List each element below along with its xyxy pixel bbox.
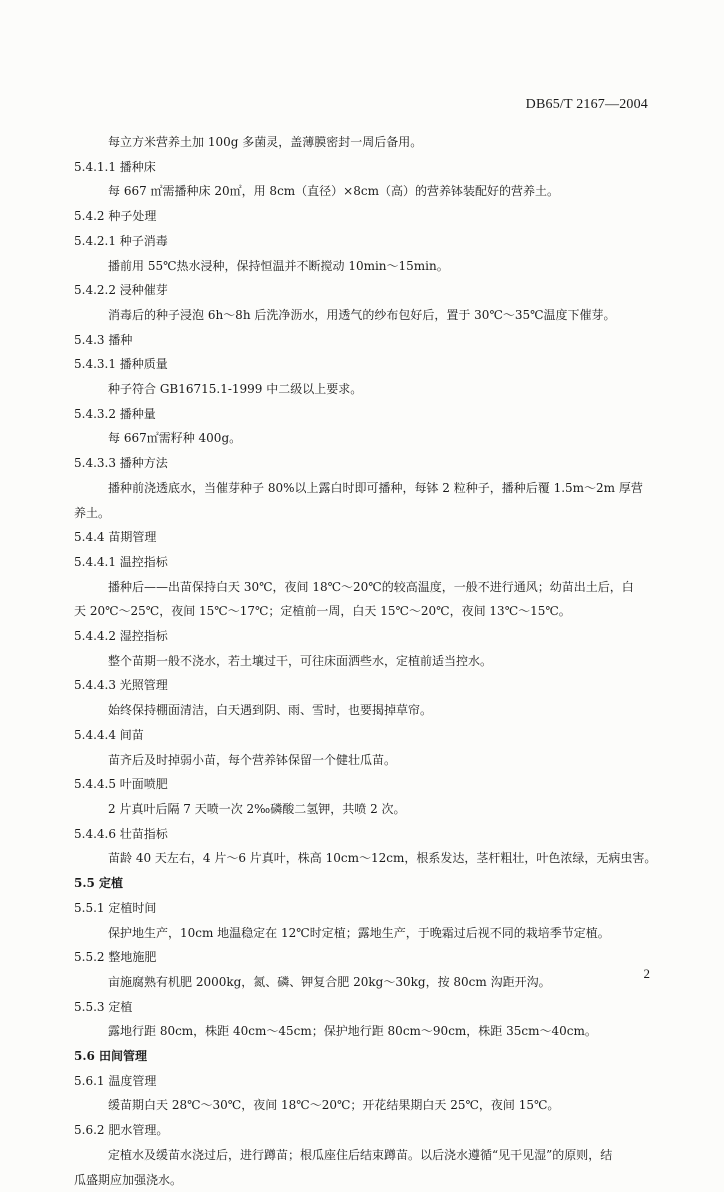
clause-heading: 5.4.2.2 浸种催芽 (74, 283, 168, 298)
paragraph-text: 定植水及缓苗水浇过后，进行蹲苗；根瓜座住后结束蹲苗。以后浇水遵循“见干见湿”的原则，结 (108, 1147, 613, 1162)
paragraph-text: 播前用 55℃热水浸种，保持恒温并不断搅动 10min～15min。 (108, 258, 449, 273)
paragraph-text: 始终保持棚面清洁，白天遇到阴、雨、雪时，也要揭掉草帘。 (108, 703, 433, 718)
clause-heading: 5.5.1 定植时间 (74, 900, 157, 915)
document-body (74, 130, 658, 1192)
clause-heading: 5.4.3.1 播种质量 (74, 357, 168, 372)
paragraph-text: 每 667 ㎡需播种床 20㎡，用 8cm（直径）×8cm（高）的营养钵装配好的营养土。 (108, 184, 559, 199)
clause-heading: 5.4.4.1 温控指标 (74, 554, 168, 569)
clause-heading: 5.4.2 种子处理 (74, 209, 157, 224)
paragraph-text: 2 片真叶后隔 7 天喷一次 2‰磷酸二氢钾，共喷 2 次。 (108, 801, 406, 816)
paragraph-text: 苗齐后及时掉弱小苗，每个营养钵保留一个健壮瓜苗。 (108, 752, 397, 767)
paragraph-text: 亩施腐熟有机肥 2000kg，氮、磷、钾复合肥 20kg～30kg，按 80cm 沟距开沟。 (108, 974, 551, 989)
clause-heading: 5.4.3 播种 (74, 332, 133, 347)
paragraph-text: 种子符合 GB16715.1-1999 中二级以上要求。 (108, 382, 363, 397)
clause-heading: 5.4.4.5 叶面喷肥 (74, 777, 168, 792)
clause-heading: 5.6.2 肥水管理。 (74, 1123, 169, 1138)
paragraph-text: 消毒后的种子浸泡 6h～8h 后洗净沥水，用透气的纱布包好后，置于 30℃～35℃温度下催芽。 (108, 307, 616, 322)
clause-heading: 5.4.4 苗期管理 (74, 530, 157, 545)
clause-heading: 5.4.3.2 播种量 (74, 406, 156, 421)
clause-heading: 5.4.3.3 播种方法 (74, 456, 168, 471)
clause-heading: 5.6.1 温度管理 (74, 1073, 157, 1088)
standard-code: DB65/T 2167—2004 (525, 97, 648, 112)
paragraph-continuation: 瓜盛期应加强浇水。 (74, 1172, 183, 1187)
paragraph-text: 苗龄 40 天左右，4 片～6 片真叶，株高 10cm～12cm，根系发达，茎杆粗壮，叶色浓绿，无病虫害。 (108, 851, 657, 866)
page-number: 2 (643, 966, 650, 981)
clause-heading: 5.5.2 整地施肥 (74, 950, 157, 965)
section-heading: 5.5 定植 (74, 876, 124, 891)
paragraph-text: 播种后——出苗保持白天 30℃，夜间 18℃～20℃的较高温度，一般不进行通风；幼苗出土后，白 (108, 579, 634, 594)
paragraph-text: 缓苗期白天 28℃～30℃，夜间 18℃～20℃；开花结果期白天 25℃，夜间 15℃。 (108, 1098, 560, 1113)
section-heading: 5.6 田间管理 (74, 1049, 148, 1064)
clause-heading: 5.4.4.4 间苗 (74, 727, 144, 742)
clause-heading: 5.4.4.6 壮苗指标 (74, 826, 168, 841)
paragraph-continuation: 养土。 (74, 505, 111, 520)
paragraph-text: 每立方米营养土加 100g 多菌灵，盖薄膜密封一周后备用。 (108, 135, 423, 149)
clause-heading: 5.4.4.2 湿控指标 (74, 629, 168, 644)
paragraph-text: 整个苗期一般不浇水，若土壤过干，可往床面洒些水，定植前适当控水。 (108, 653, 493, 668)
paragraph-text: 播种前浇透底水，当催芽种子 80%以上露白时即可播种，每钵 2 粒种子，播种后覆 1.5m～2m 厚营 (108, 480, 643, 495)
paragraph-continuation: 天 20℃～25℃，夜间 15℃～17℃；定植前一周，白天 15℃～20℃，夜间 13℃～15℃。 (74, 604, 571, 619)
paragraph-text: 每 667㎡需籽种 400g。 (108, 431, 242, 446)
paragraph-text: 保护地生产，10cm 地温稳定在 12℃时定植；露地生产，于晚霜过后视不同的栽培季节定植。 (108, 925, 610, 940)
clause-heading: 5.4.4.3 光照管理 (74, 678, 168, 693)
clause-heading: 5.4.2.1 种子消毒 (74, 233, 168, 248)
paragraph-text: 露地行距 80cm，株距 40cm～45cm；保护地行距 80cm～90cm，株距 35cm～40cm。 (108, 1024, 597, 1039)
clause-heading: 5.5.3 定植 (74, 999, 133, 1014)
clause-heading: 5.4.1.1 播种床 (74, 159, 156, 174)
